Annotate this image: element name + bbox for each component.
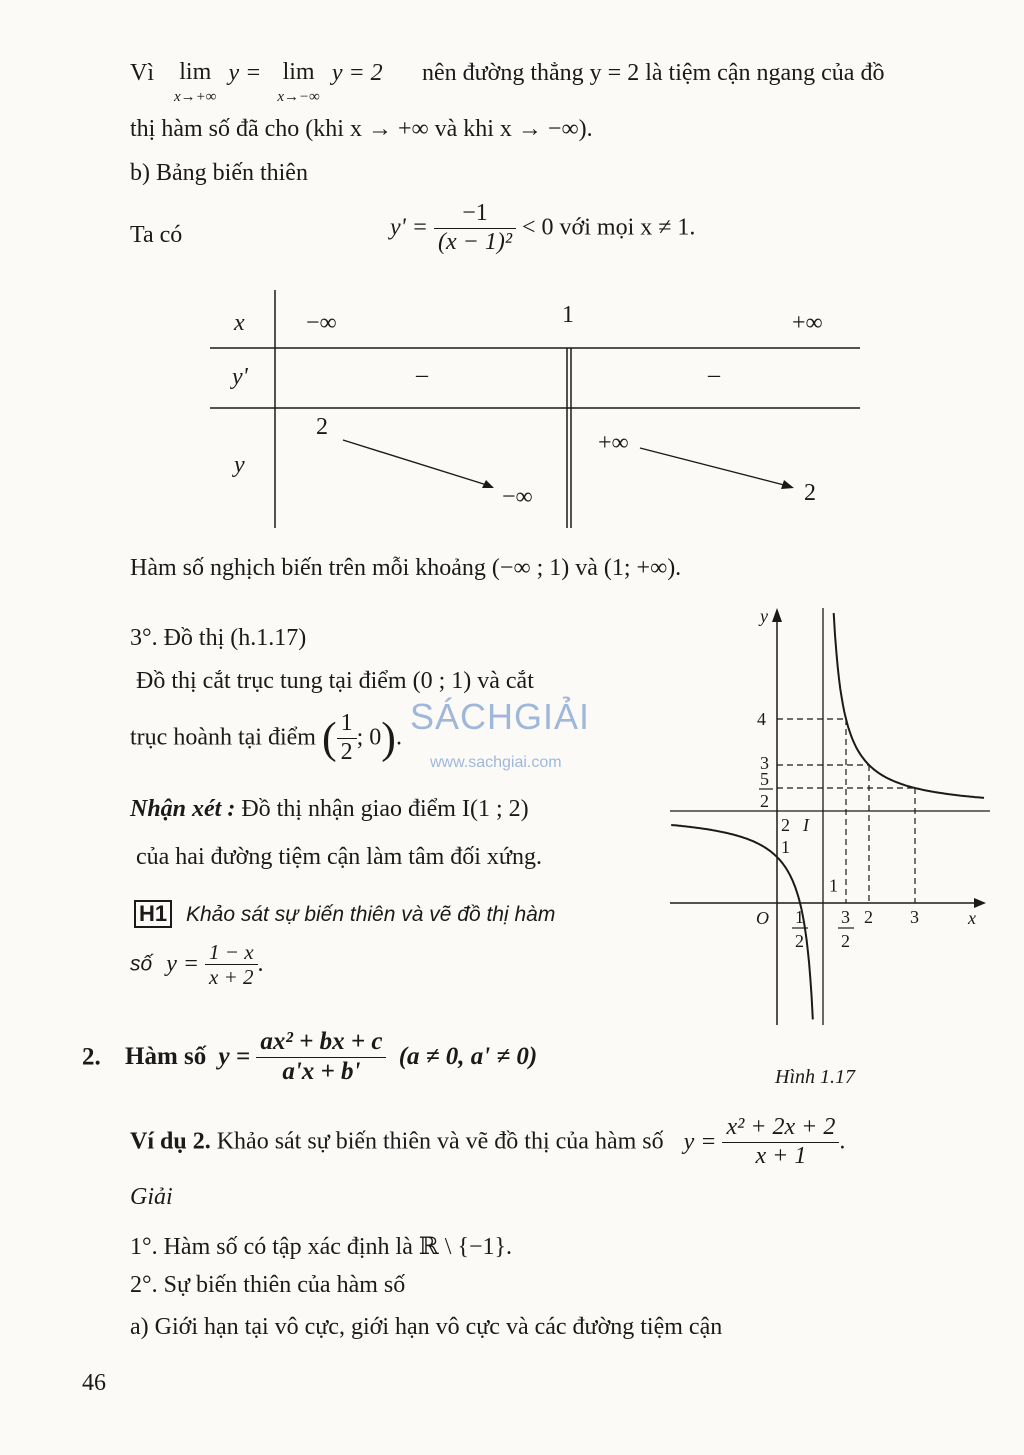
vi-word: Vì: [130, 60, 154, 86]
remark-line2: của hai đường tiệm cận làm tâm đối xứng.: [136, 844, 542, 870]
y-tick-5half-num: 5: [760, 769, 769, 789]
hyperbola-right-branch: [834, 613, 984, 798]
section3-line1: Đồ thị cắt trục tung tại điểm (0 ; 1) và cắt: [136, 668, 534, 694]
lim-neg: lim x→−∞: [277, 59, 320, 105]
y-tick-2: 2: [781, 815, 790, 835]
example2-fraction: $\frac{\text{x² + 2x + 2}}{x + 1}$: [722, 1114, 839, 1170]
step1: 1°. Hàm số có tập xác định là ℝ \ {−1}.: [130, 1234, 513, 1260]
y-left-top: 2: [316, 414, 328, 440]
origin-label: O: [756, 908, 769, 928]
example2: Ví dụ 2. Khảo sát sự biến thiên và vẽ đồ thị của hàm số y = $\frac{\text{x² + 2x + 2}}{x + 1}$ .: [130, 1114, 846, 1169]
point-fraction: $\frac{1}{2}$: [337, 710, 357, 766]
x-tick-2: 2: [864, 907, 873, 927]
section2-heading: 2. Hàm số y = $\frac{\text{ax² + bx + c}}{a'x + b'}$ (a ≠ 0, a' ≠ 0): [82, 1028, 538, 1085]
variation-table: [210, 290, 860, 530]
limit-rest: nên đường thẳng y = 2 là tiệm cận ngang của đồ: [422, 60, 885, 86]
y-tick-4: 4: [757, 709, 766, 729]
x-axis-label: x: [968, 908, 976, 928]
y-tick-1-near-asymptote: 1: [829, 875, 838, 896]
y-right-bottom: 2: [804, 480, 816, 506]
bbt-title: b) Bảng biến thiên: [130, 160, 308, 186]
y-tick-1: 1: [781, 837, 790, 857]
step2a: a) Giới hạn tại vô cực, giới hạn vô cực và các đường tiệm cận: [130, 1314, 723, 1340]
x-mid: 1: [562, 302, 574, 328]
lim-end: y = 2: [331, 60, 383, 86]
hyperbola-left-branch: [671, 825, 813, 1020]
remark: [130, 796, 529, 823]
limit-line: [130, 60, 383, 105]
x-tick-3: 3: [910, 907, 919, 927]
ta-co: Ta có: [130, 222, 183, 248]
x-axis-arrow: [974, 898, 986, 908]
row-label-y: y: [234, 452, 245, 478]
watermark-brand: SÁCHGIẢI: [410, 696, 591, 737]
yprime-right: –: [708, 362, 720, 388]
monotonic-text: Hàm số nghịch biến trên mỗi khoảng (−∞ ; 1) và (1; +∞).: [130, 555, 682, 581]
h1-text: Khảo sát sự biến thiên và vẽ đồ thị hàm: [185, 903, 556, 926]
center-label: I: [803, 815, 809, 835]
x-left: −∞: [306, 310, 337, 336]
y-tick-3: 3: [760, 753, 769, 773]
remark-label: Nhận xét :: [130, 796, 236, 822]
x-tick-three-halves-num: 3: [841, 907, 850, 927]
row-label-x: x: [234, 310, 245, 336]
hyperbola-graph: [660, 600, 1000, 1030]
section2-fraction: $\frac{\text{ax² + bx + c}}{a'x + b'}$: [256, 1028, 386, 1087]
section3-title: 3°. Đồ thị (h.1.17): [130, 625, 307, 651]
derivative-fraction: $\frac{-1}{\text{(x − 1)²}}$: [434, 200, 516, 256]
x-tick-half-num: 1: [795, 907, 804, 927]
x-right: +∞: [792, 310, 823, 336]
remark-text: Đồ thị nhận giao điểm I(1 ; 2): [241, 796, 529, 822]
h1-tag: H1: [134, 900, 172, 928]
y-axis-arrow: [772, 608, 782, 622]
h1-fraction: $\frac{1 - x}{x + 2}$: [205, 940, 258, 989]
x-tick-half-den: 2: [795, 931, 804, 951]
h1-exercise: [134, 900, 555, 928]
h1-function: số y = $\frac{1 - x}{x + 2}$ .: [130, 940, 264, 990]
yprime-left: –: [416, 362, 428, 388]
watermark-url: www.sachgiai.com: [430, 754, 562, 771]
y-tick-5half-den: 2: [760, 791, 769, 811]
y-right-top: +∞: [598, 430, 629, 456]
section3-line2: trục hoành tại điểm ( $\frac{1}{2}$ ; 0).: [130, 710, 402, 765]
lim-mid: y =: [228, 60, 262, 86]
y-left-bottom: −∞: [502, 484, 533, 510]
y-axis-label: y: [760, 606, 768, 626]
x-tick-three-halves-den: 2: [841, 931, 850, 951]
page-number: 46: [82, 1370, 106, 1396]
lim-pos: lim x→+∞: [174, 59, 217, 105]
derivative-formula: y' = $\frac{-1}{\text{(x − 1)²}}$ < 0 với mọi x ≠ 1.: [390, 200, 696, 255]
row-label-yprime: y': [232, 364, 248, 390]
step2: 2°. Sự biến thiên của hàm số: [130, 1272, 406, 1298]
giai-label: Giải: [130, 1184, 173, 1210]
limit-line-2: thị hàm số đã cho (khi x → +∞ và khi x → −∞).: [130, 116, 593, 142]
paren-close: ): [381, 713, 396, 763]
paren-open: (: [321, 713, 337, 763]
figure-caption: Hình 1.17: [775, 1066, 855, 1088]
